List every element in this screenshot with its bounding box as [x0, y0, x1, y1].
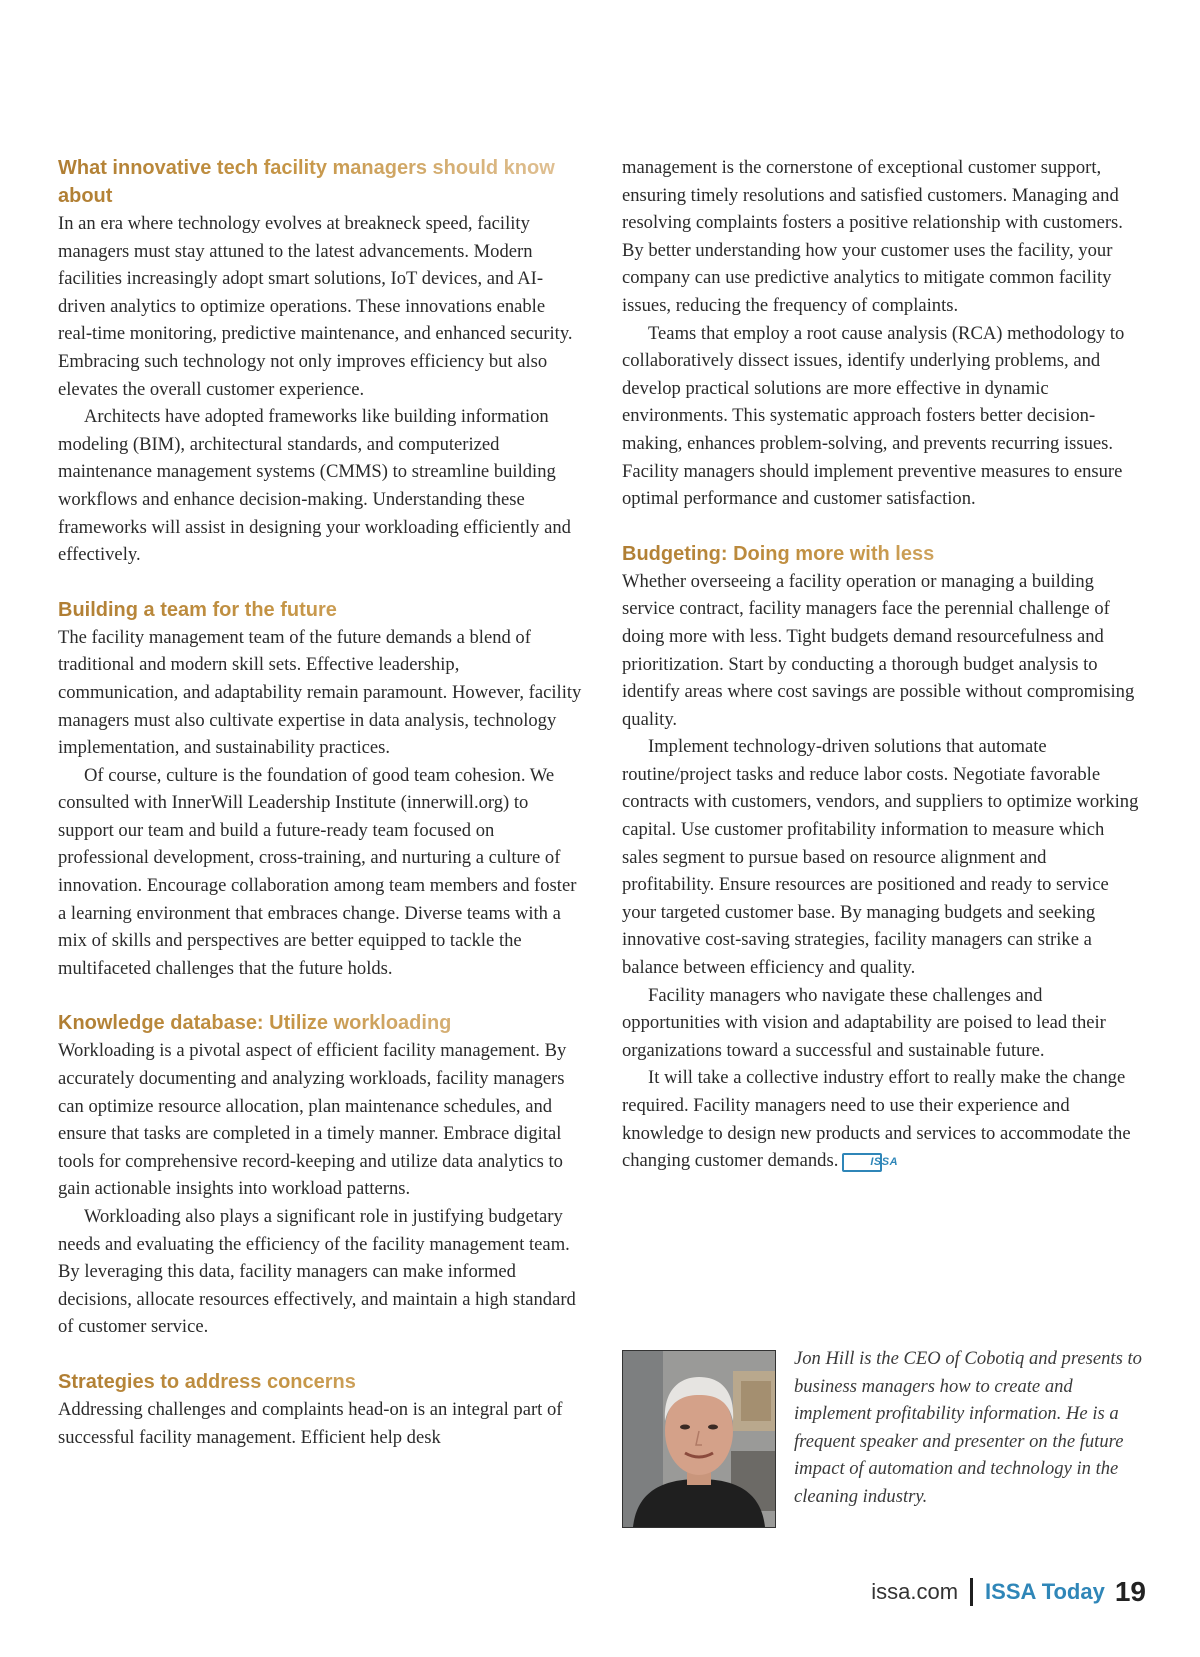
paragraph-final-text: It will take a collective industry effort to really make the change required. Facility managers need to use their experience and knowledge to design new products and services to accommodate the changing customer demands.: [622, 1067, 1131, 1172]
issa-end-mark-icon: ISSA: [842, 1153, 882, 1172]
paragraph: Addressing challenges and complaints head-on is an integral part of successful facility management. Efficient help desk: [58, 1398, 563, 1448]
paragraph: Whether overseeing a facility operation or managing a building service contract, facility managers face the perennial challenge of doing more with less. Tight budgets demand resourcefulness and prioritization. Start by conducting a thorough budget analysis to identify areas where cost savings are possible without compromising quality.: [622, 570, 1135, 730]
paragraph-final: [622, 1064, 1142, 1174]
page-number: 19: [1114, 1576, 1146, 1607]
section-heading-knowledge-database: Knowledge database: Utilize workloading: [58, 1009, 583, 1037]
author-photo: [622, 1350, 776, 1528]
paragraph: Workloading also plays a significant role in justifying budgetary needs and evaluating the efficiency of the facility management team. By leveraging this data, facility managers can make informed decisions, allocate resources effectively, and maintain a high standard of customer service.: [58, 1206, 576, 1338]
footer-magazine-name: ISSA Today: [985, 1579, 1105, 1604]
section-heading-budgeting: Budgeting: Doing more with less: [622, 540, 1142, 568]
paragraph: Of course, culture is the foundation of good team cohesion. We consulted with InnerWill Leadership Institute (innerwill.org) to support our team and build a future-ready team focused on professional development, cross-training, and nurturing a culture of innovation. Encourage collaboration among team members and foster a learning environment that embraces change. Diverse teams with a mix of skills and perspectives are better equipped to tackle the multifaceted challenges that the future holds.: [58, 764, 577, 979]
paragraph: Workloading is a pivotal aspect of efficient facility management. By accurately documenting and analyzing workloads, facility managers can optimize resource allocation, plan maintenance schedules, and ensure that tasks are completed in a timely manner. Embrace digital tools for comprehensive record-keeping and utilize data analytics to gain actionable insights into workload patterns.: [58, 1040, 567, 1200]
author-portrait-icon: [623, 1351, 775, 1527]
footer-divider: [970, 1578, 973, 1606]
footer-site-link[interactable]: issa.com: [871, 1579, 959, 1604]
paragraph: Implement technology-driven solutions that automate routine/project tasks and reduce labor costs. Negotiate favorable contracts with customers, vendors, and suppliers to optimize working capital. Use customer profitability information to measure which sales segment to pursue based on resource alignment and profitability. Ensure resources are positioned and ready to service your targeted customer base. By managing budgets and seeking innovative cost-saving strategies, facility managers can strike a balance between efficiency and quality.: [622, 736, 1139, 979]
right-column: [622, 154, 1142, 1175]
page-footer: [871, 1572, 1146, 1612]
paragraph: Facility managers who navigate these challenges and opportunities with vision and adaptability are poised to lead their organizations toward a successful and sustainable future.: [622, 984, 1106, 1061]
paragraph: Architects have adopted frameworks like building information modeling (BIM), architectural standards, and computerized maintenance management systems (CMMS) to streamline building workflows and enhance decision-making. Understanding these frameworks will assist in designing your workloading efficiently and effectively.: [58, 406, 571, 566]
section-heading-innovative-tech: What innovative tech facility managers should know about: [58, 154, 583, 210]
section-heading-building-team: Building a team for the future: [58, 596, 583, 624]
paragraph: The facility management team of the future demands a blend of traditional and modern skill sets. Effective leadership, communication, and adaptability remain paramount. However, facility managers must also cultivate expertise in data analysis, technology implementation, and sustainability practices.: [58, 626, 582, 759]
paragraph: In an era where technology evolves at breakneck speed, facility managers must stay attuned to the latest advancements. Modern facilities increasingly adopt smart solutions, IoT devices, and AI-driven analytics to optimize operations. These innovations enable real-time monitoring, predictive maintenance, and enhanced security. Embracing such technology not only improves efficiency but also elevates the overall customer experience.: [58, 213, 573, 400]
paragraph: management is the cornerstone of exceptional customer support, ensuring timely resolutions and satisfied customers. Managing and resolving complaints fosters a positive relationship with customers. By better understanding how your customer uses the facility, your company can use predictive analytics to mitigate common facility issues, reducing the frequency of complaints.: [622, 157, 1123, 316]
author-bio: [622, 1350, 1152, 1530]
section-heading-strategies: Strategies to address concerns: [58, 1368, 583, 1396]
author-bio-text: Jon Hill is the CEO of Cobotiq and presents to business managers how to create and implement profitability information. He is a frequent speaker and presenter on the future impact of automation and technology in the cleaning industry.: [794, 1348, 1142, 1507]
left-column: [58, 154, 583, 1451]
paragraph: Teams that employ a root cause analysis (RCA) methodology to collaboratively dissect issues, identify underlying problems, and develop practical solutions are more effective in dynamic environments. This systematic approach fosters better decision-making, enhances problem-solving, and prevents recurring issues. Facility managers should implement preventive measures to ensure optimal performance and customer satisfaction.: [622, 322, 1125, 510]
